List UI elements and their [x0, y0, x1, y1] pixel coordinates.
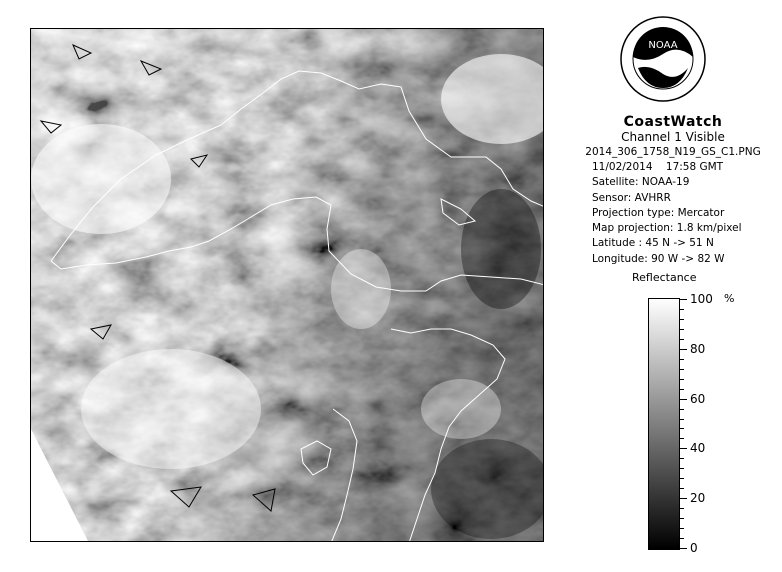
colorbar-tick-label: 0: [690, 541, 698, 555]
filename-label: 2014_306_1758_N19_GS_C1.PNG: [585, 146, 761, 158]
colorbar-minor-tick: [679, 488, 684, 489]
colorbar-minor-tick: [679, 309, 684, 310]
metadata-block: [592, 160, 742, 267]
time-value: 17:58 GMT: [665, 161, 724, 173]
map-projection-line: Map projection: 1.8 km/pixel: [592, 222, 742, 235]
colorbar-tick-label: 100: [690, 292, 713, 306]
colorbar-minor-tick: [679, 508, 684, 509]
colorbar-minor-tick: [679, 438, 684, 439]
colorbar-minor-tick: [679, 528, 684, 529]
colorbar-minor-tick: [679, 458, 684, 459]
app-title: CoastWatch: [623, 114, 723, 130]
colorbar-major-tick: [679, 448, 687, 449]
sensor-line: Sensor: AVHRR: [592, 191, 671, 204]
colorbar-major-tick: [679, 299, 687, 300]
colorbar-minor-tick: [679, 478, 684, 479]
satellite-line: Satellite: NOAA-19: [592, 176, 690, 189]
noaa-logo: [620, 16, 706, 102]
colorbar-unit: %: [724, 292, 735, 305]
colorbar-minor-tick: [679, 389, 684, 390]
colorbar-tick-label: 40: [690, 441, 706, 455]
colorbar-minor-tick: [679, 339, 684, 340]
satellite-image-map: [30, 28, 544, 542]
colorbar-tick-label: 60: [690, 392, 706, 406]
colorbar-minor-tick: [679, 319, 684, 320]
latitude-line: Latitude : 45 N -> 51 N: [592, 237, 714, 250]
colorbar-minor-tick: [679, 409, 684, 410]
colorbar-minor-tick: [679, 468, 684, 469]
date-value: 11/02/2014: [592, 161, 653, 173]
longitude-line: Longitude: 90 W -> 82 W: [592, 252, 725, 265]
colorbar-title: Reflectance: [632, 271, 697, 284]
colorbar-major-tick: [679, 349, 687, 350]
colorbar-minor-tick: [679, 538, 684, 539]
colorbar-minor-tick: [679, 359, 684, 360]
colorbar-minor-tick: [679, 329, 684, 330]
date-time-line: [592, 160, 742, 175]
colorbar-minor-tick: [679, 379, 684, 380]
colorbar-minor-tick: [679, 419, 684, 420]
colorbar-minor-tick: [679, 428, 684, 429]
colorbar-major-tick: [679, 399, 687, 400]
channel-label: Channel 1 Visible: [621, 130, 725, 144]
colorbar-tick-label: 20: [690, 491, 706, 505]
colorbar-minor-tick: [679, 518, 684, 519]
colorbar-major-tick: [679, 548, 687, 549]
colorbar-minor-tick: [679, 369, 684, 370]
colorbar: [648, 298, 680, 550]
colorbar-tick-label: 80: [690, 342, 706, 356]
noaa-logo-text: NOAA: [648, 40, 678, 51]
projection-type-line: Projection type: Mercator: [592, 206, 725, 219]
colorbar-major-tick: [679, 498, 687, 499]
